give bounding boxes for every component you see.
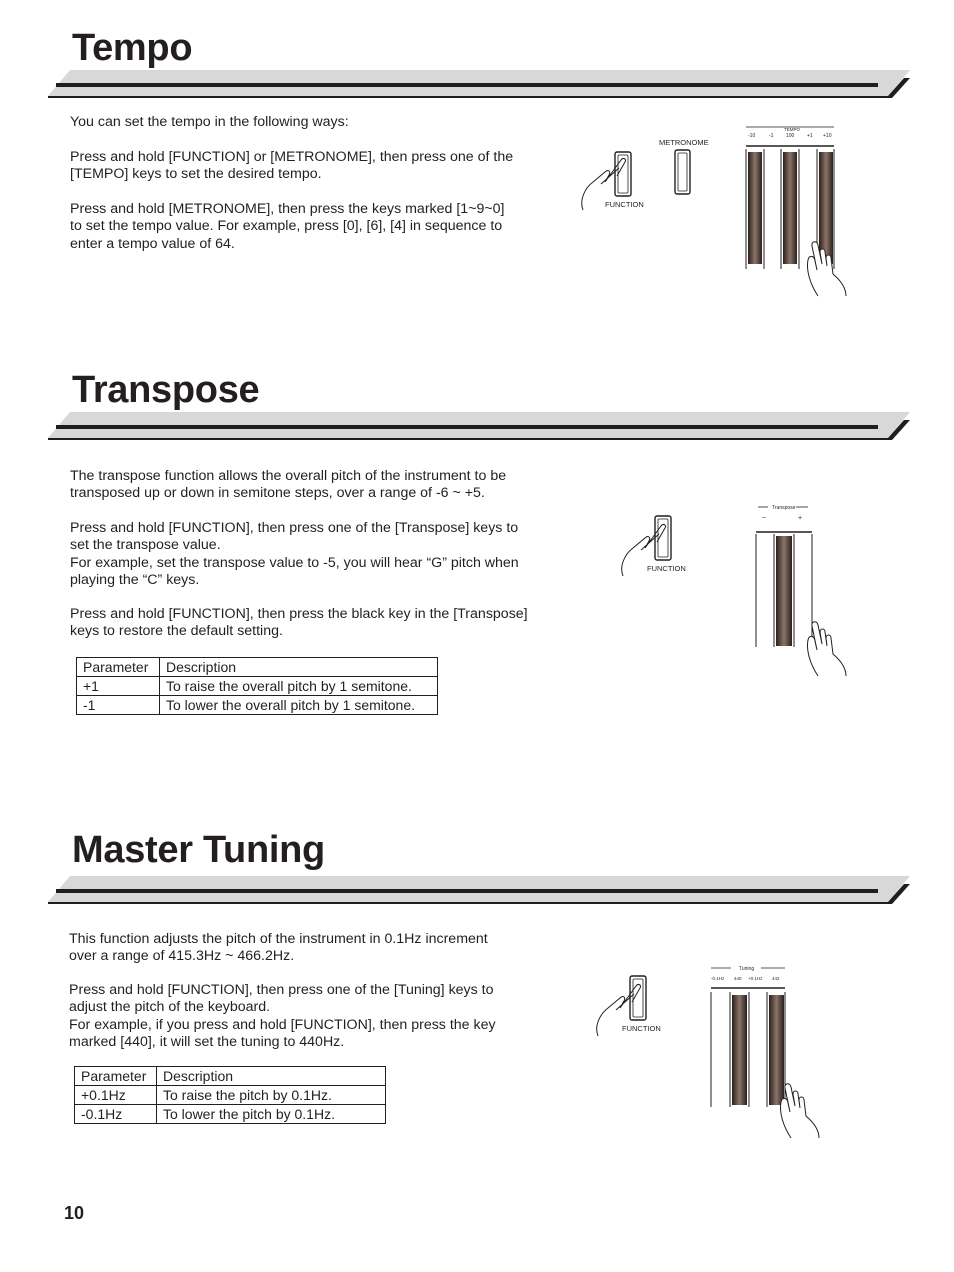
tuning-keys-illustration [705,962,830,1142]
piano-key [769,995,784,1105]
table-cell: To lower the overall pitch by 1 semitone. [160,696,438,715]
transpose-para-3: Press and hold [FUNCTION], then press the black key in the [Transpose] keys to restore the default setting. [70,606,528,640]
hand-pressing-icon [807,622,846,676]
master-tuning-para-2: Press and hold [FUNCTION], then press one of the [Tuning] keys to adjust the pitch of the keyboard. For example, if you press and hold [FUNCTION], then press the key marked [440], it will set the tuning to 440Hz. [69,982,496,1050]
transpose-function-illustration [615,510,705,580]
piano-key [732,995,747,1105]
tuning-key-mark-2: 440 [734,976,742,981]
tempo-key-mark-5: +10 [823,133,832,139]
tempo-title: Tempo [72,27,193,69]
function-button-icon [630,976,646,1020]
tempo-keys-illustration [740,124,855,299]
table-cell: -0.1Hz [75,1105,157,1124]
table-cell: To lower the pitch by 0.1Hz. [157,1105,386,1124]
master-tuning-title-band [48,876,910,904]
table-row [77,696,438,715]
transpose-title: Transpose [72,369,260,411]
tempo-para-2: Press and hold [METRONOME], then press the keys marked [1~9~0] to set the tempo value. For example, press [0], [6], [4] in sequence to enter a tempo value of 64. [70,201,505,252]
tempo-key-mark-2: -1 [769,133,774,139]
hand-pressing-icon [780,1084,819,1138]
table-header-cell: Parameter [77,658,160,677]
table-header-row [77,658,438,677]
transpose-key-mark-plus: + [798,515,803,522]
piano-key [776,536,792,646]
function-label: FUNCTION [647,564,686,573]
master-tuning-title: Master Tuning [72,829,325,871]
tuning-key-mark-3: +0.1Hz [748,976,763,981]
transpose-key-mark-minus: − [762,515,767,522]
table-row [75,1105,386,1124]
tempo-intro: You can set the tempo in the following ways: [70,114,349,130]
piano-key [819,152,833,264]
table-header-row [75,1067,386,1086]
tempo-key-mark-4: +1 [807,133,813,139]
transpose-parameter-table [76,657,438,715]
table-row [77,677,438,696]
metronome-button-icon [675,150,690,194]
tempo-buttons-illustration [575,130,725,215]
tempo-title-band [48,70,910,98]
master-tuning-para-1: This function adjusts the pitch of the instrument in 0.1Hz increment over a range of 415.3Hz ~ 466.2Hz. [69,931,488,965]
tuning-key-mark-4: 442 [772,976,780,981]
master-tuning-parameter-table [74,1066,386,1124]
table-cell: To raise the pitch by 0.1Hz. [157,1086,386,1105]
table-cell: +1 [77,677,160,696]
piano-key [783,152,797,264]
metronome-label: METRONOME [659,138,709,147]
tuning-key-mark-1: -0.1Hz [711,976,725,981]
page-number: 10 [64,1203,85,1223]
piano-key [748,152,762,264]
tempo-keys-label: TEMPO [784,127,801,132]
table-header-cell: Parameter [75,1067,157,1086]
table-cell: To raise the overall pitch by 1 semitone. [160,677,438,696]
table-cell: +0.1Hz [75,1086,157,1105]
table-row [75,1086,386,1105]
function-label: FUNCTION [622,1024,661,1033]
transpose-keys-illustration [750,500,855,680]
transpose-para-1: The transpose function allows the overall pitch of the instrument to be transposed up or down in semitone steps, over a range of -6 ~ +5. [70,468,507,502]
table-header-cell: Description [157,1067,386,1086]
table-cell: -1 [77,696,160,715]
tempo-key-mark-1: -10 [748,133,756,139]
function-button-icon [655,516,671,560]
table-header-cell: Description [160,658,438,677]
transpose-para-2: Press and hold [FUNCTION], then press one of the [Transpose] keys to set the transpose value. For example, set the transpose value to -5, you will hear “G” pitch when playing the “C” keys. [70,520,519,588]
function-label: FUNCTION [605,200,644,209]
tempo-key-mark-3: 100 [786,133,795,139]
tempo-para-1: Press and hold [FUNCTION] or [METRONOME], then press one of the [TEMPO] keys to set the desired tempo. [70,149,514,183]
transpose-keys-label: Transpose [772,505,796,511]
tuning-function-illustration [590,970,680,1040]
tuning-keys-label: Tuning [739,966,755,972]
transpose-title-band [48,412,910,440]
